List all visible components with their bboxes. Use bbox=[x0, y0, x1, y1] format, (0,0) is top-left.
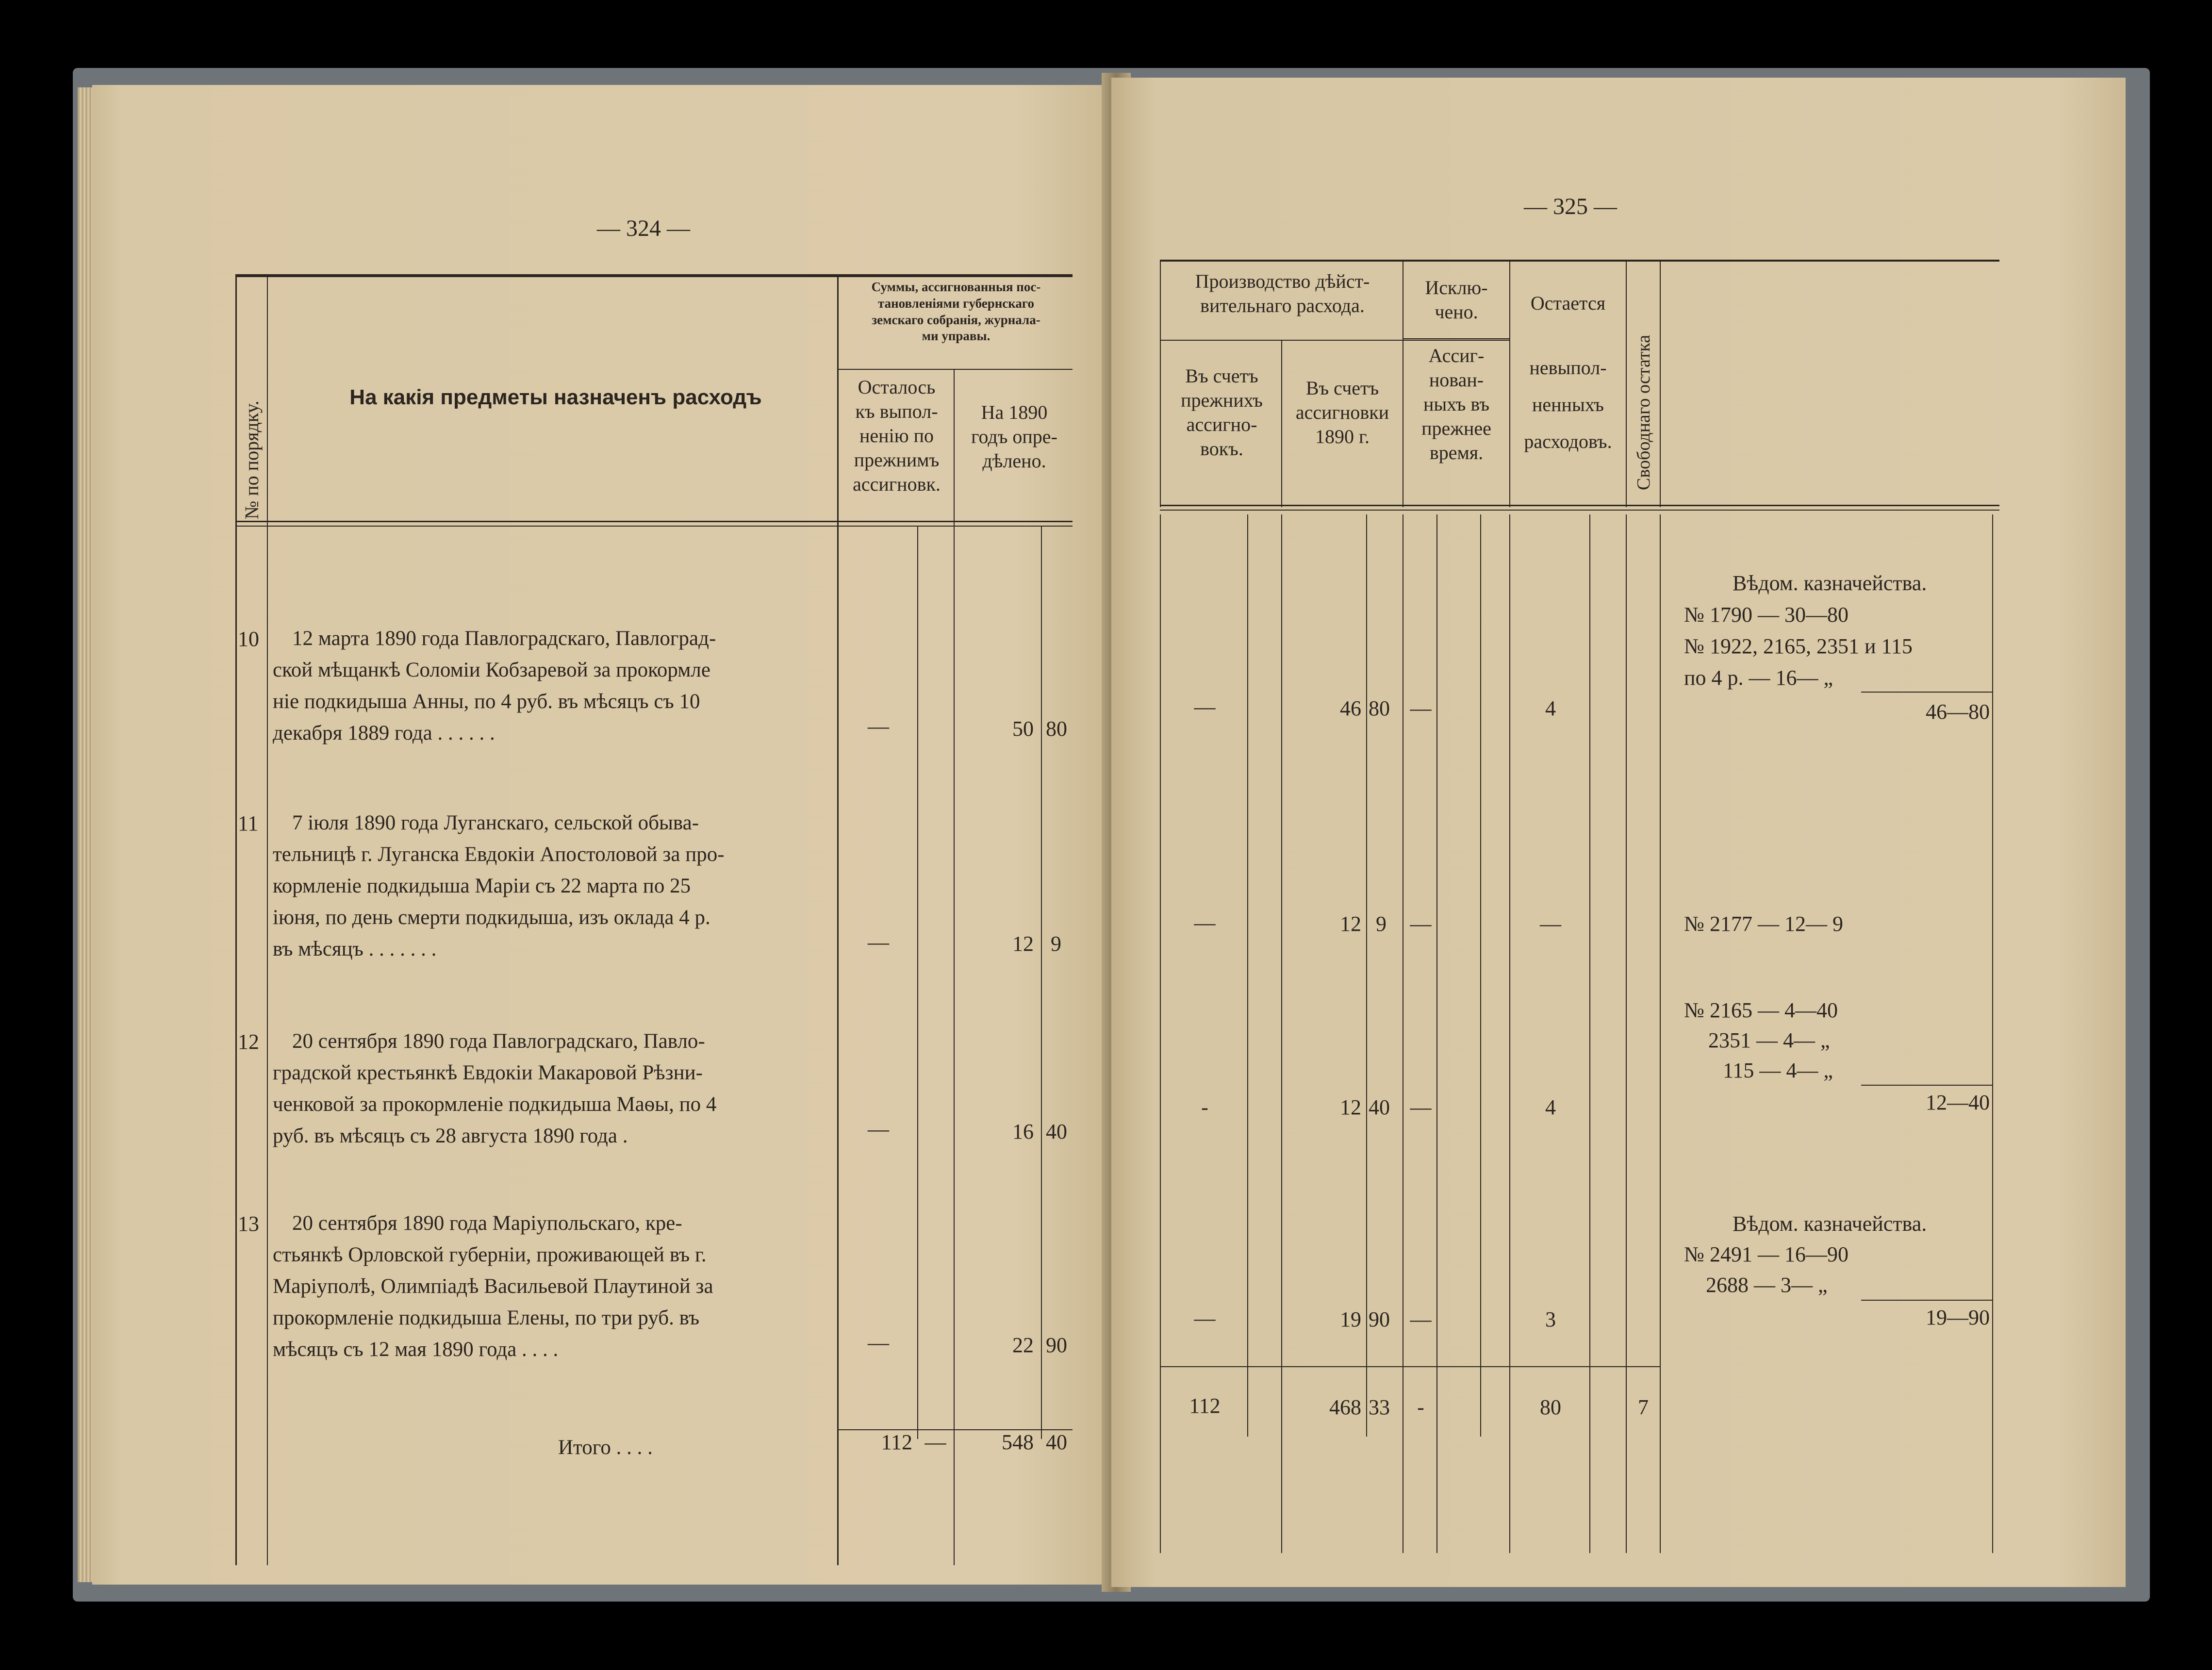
row-rub: 12 bbox=[1012, 932, 1034, 956]
total-remaining-kop: — bbox=[924, 1430, 946, 1454]
row-rub: 50 bbox=[1012, 717, 1034, 741]
right-page-number: — 325 — bbox=[1524, 194, 1617, 219]
row-excluded: — bbox=[1410, 1307, 1432, 1331]
row-no: 11 bbox=[238, 811, 259, 835]
header-remains-group: Остается bbox=[1530, 292, 1606, 314]
row-note-total: 12—40 bbox=[1926, 1091, 1990, 1114]
row-note: 2688 — 3— „ bbox=[1706, 1273, 1828, 1297]
left-page bbox=[92, 85, 1119, 1585]
row-excluded: — bbox=[1410, 1095, 1432, 1119]
row-note: 115 — 4— „ bbox=[1723, 1058, 1833, 1082]
left-page-number: — 324 — bbox=[597, 215, 690, 241]
row-remaining: — bbox=[868, 930, 889, 954]
total-rub: 468 bbox=[1329, 1395, 1361, 1419]
row-note: Вѣдом. казначейства. bbox=[1733, 571, 1927, 595]
row-rub: 19 bbox=[1340, 1307, 1361, 1331]
row-text: 20 сентября 1890 года Павлоградскаго, Павло- градской крестьянкѣ Евдокіи Макаровой Рѣзни- ченковой за прокормленіе подкидыша Маѳы, по 4 руб. въ мѣсяцъ съ 28 августа 1890 года . bbox=[273, 1030, 717, 1147]
row-remaining: — bbox=[868, 1331, 889, 1355]
row-note: № 1790 — 30—80 bbox=[1684, 603, 1849, 627]
row-kop: 80 bbox=[1369, 696, 1390, 720]
header-sums-group: Суммы, ассигнованныя пос- тановленіями губернскаго земскаго собранія, журнала- ми управы. bbox=[871, 280, 1041, 344]
row-kop: 9 bbox=[1376, 912, 1387, 936]
row-note: № 2165 — 4—40 bbox=[1684, 998, 1838, 1022]
row-prev: - bbox=[1201, 1095, 1208, 1119]
total-excluded: - bbox=[1417, 1395, 1424, 1419]
row-rub: 12 bbox=[1340, 1095, 1361, 1119]
total-unfulfilled: 80 bbox=[1540, 1395, 1561, 1419]
row-rub: 46 bbox=[1340, 696, 1361, 720]
header-excluded-group: Исклю- чено. bbox=[1425, 277, 1488, 323]
row-note: № 2177 — 12— 9 bbox=[1684, 912, 1843, 936]
row-note: 2351 — 4— „ bbox=[1708, 1028, 1830, 1052]
row-unfulfilled: 3 bbox=[1545, 1307, 1556, 1331]
row-text: 12 марта 1890 года Павлоградскаго, Павлоград- ской мѣщанкѣ Соломіи Кобзаревой за прокормле ніе подкидыша Анны, по 4 руб. въ мѣсяцъ съ 10 декабря 1889 года . . . . . . bbox=[273, 627, 716, 744]
row-remaining: — bbox=[868, 1117, 889, 1141]
right-page bbox=[1111, 78, 2126, 1587]
row-note: Вѣдом. казначейства. bbox=[1733, 1212, 1927, 1236]
header-remaining: Осталось къ выпол- ненію по прежнимъ ассигновк. bbox=[853, 376, 941, 495]
row-no: 10 bbox=[238, 627, 259, 651]
row-no: 13 bbox=[238, 1212, 259, 1236]
header-allotted: На 1890 годъ опре- дѣлено. bbox=[971, 401, 1057, 472]
row-kop: 80 bbox=[1046, 717, 1067, 741]
total-rub: 548 bbox=[1002, 1430, 1034, 1454]
row-rub: 16 bbox=[1012, 1120, 1034, 1143]
header-actual-group: Производство дѣйст- вительнаго расхода. bbox=[1195, 270, 1370, 316]
row-kop: 90 bbox=[1046, 1333, 1067, 1357]
row-note: № 1922, 2165, 2351 и 115 bbox=[1684, 634, 1913, 658]
row-note-total: 19—90 bbox=[1926, 1306, 1990, 1329]
row-prev: — bbox=[1194, 1306, 1216, 1330]
header-prev: Въ счетъ прежнихъ ассигно- вокъ. bbox=[1181, 365, 1263, 460]
row-kop: 40 bbox=[1046, 1120, 1067, 1143]
row-excluded: — bbox=[1410, 696, 1432, 720]
row-rub: 12 bbox=[1340, 912, 1361, 936]
total-kop: 40 bbox=[1046, 1430, 1067, 1454]
total-kop: 33 bbox=[1369, 1395, 1390, 1419]
total-remaining-rub: 112 bbox=[881, 1430, 912, 1454]
row-no: 12 bbox=[238, 1030, 259, 1054]
row-note-total: 46—80 bbox=[1926, 700, 1990, 724]
row-unfulfilled: 4 bbox=[1545, 696, 1556, 720]
row-kop: 9 bbox=[1051, 932, 1061, 956]
header-purpose: На какія предметы назначенъ расходъ bbox=[349, 385, 762, 409]
row-text: 7 іюля 1890 года Луганскаго, сельской обыва- тельницѣ г. Луганска Евдокіи Апостоловой за про- кормленіе подкидыша Маріи съ 22 марта по 25 іюня, по день смерти подкидыша, изъ оклада 4 р. въ мѣсяцъ . . . . . . . bbox=[273, 811, 725, 960]
header-no: № по порядку. bbox=[241, 400, 263, 519]
row-kop: 40 bbox=[1369, 1095, 1390, 1119]
row-excluded: — bbox=[1410, 912, 1432, 936]
row-prev: — bbox=[1194, 911, 1216, 935]
row-kop: 90 bbox=[1369, 1307, 1390, 1331]
total-label: Итого . . . . bbox=[558, 1436, 653, 1459]
row-note: № 2491 — 16—90 bbox=[1684, 1242, 1849, 1266]
header-1890: Въ счетъ ассигновки 1890 г. bbox=[1295, 377, 1389, 447]
header-remains: невыпол- ненныхъ расходовъ. bbox=[1524, 357, 1612, 452]
row-unfulfilled: — bbox=[1540, 912, 1561, 936]
header-excluded: Ассиг- нован- ныхъ въ прежнее время. bbox=[1421, 345, 1491, 463]
total-free: 7 bbox=[1638, 1395, 1649, 1419]
total-prev: 112 bbox=[1189, 1394, 1221, 1418]
row-text: 20 сентября 1890 года Маріупольскаго, кре- стьянкѣ Орловской губерніи, проживающей въ г. Маріуполѣ, Олимпіадѣ Васильевой Плаутиной за прокормленіе подкидыша Елены, по три руб. въ мѣсяцъ съ 12 мая 1890 года . . . . bbox=[273, 1212, 713, 1361]
row-rub: 22 bbox=[1012, 1333, 1034, 1357]
row-remaining: — bbox=[868, 714, 889, 738]
row-prev: — bbox=[1194, 695, 1216, 719]
row-unfulfilled: 4 bbox=[1545, 1095, 1556, 1119]
header-free: Свободнаго остатка bbox=[1634, 334, 1654, 490]
row-note: по 4 р. — 16— „ bbox=[1684, 666, 1833, 690]
